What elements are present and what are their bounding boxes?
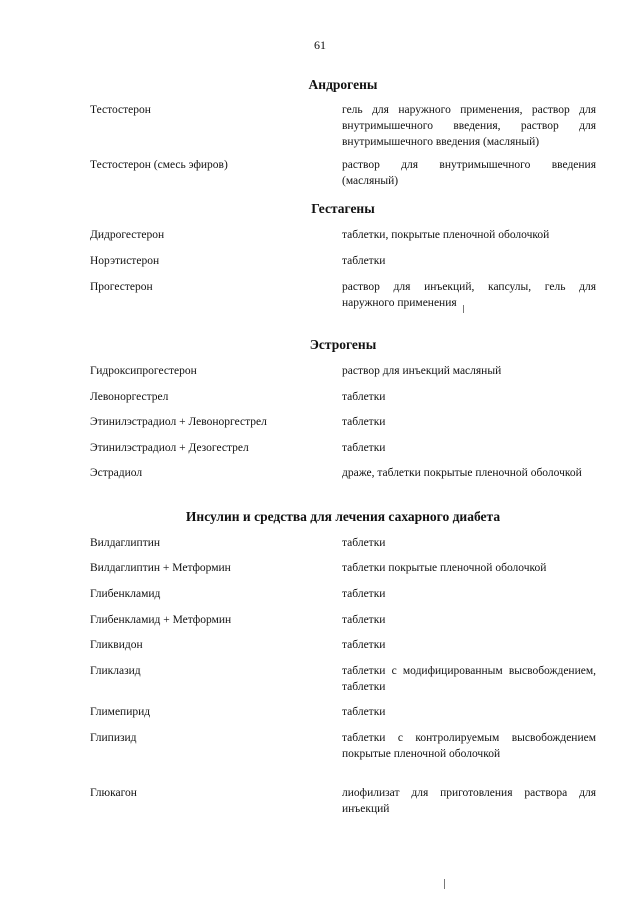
- drug-name: Глимепирид: [90, 706, 151, 718]
- drug-name: Глибенкламид: [90, 588, 161, 600]
- dosage-form: таблетки: [342, 442, 386, 454]
- dosage-form: таблетки: [342, 391, 386, 403]
- drug-name: Гидроксипрогестерон: [90, 365, 197, 377]
- dosage-form: таблетки, покрытые пленочной оболочкой: [342, 229, 550, 241]
- dosage-form: таблетки: [342, 614, 386, 626]
- drug-name: Глибенкламид + Метформин: [90, 614, 232, 626]
- drug-name: Левоноргестрел: [90, 391, 169, 403]
- scan-mark: [444, 879, 445, 889]
- section-heading-androgens: Андрогены: [308, 77, 378, 92]
- dosage-form: таблетки: [342, 639, 386, 651]
- drug-name: Дидрогестерон: [90, 229, 165, 241]
- drug-name: Глипизид: [90, 732, 137, 744]
- dosage-form: лиофилизат для приготовления раствора для инъекций: [342, 787, 596, 815]
- drug-name: Эстрадиол: [90, 467, 143, 479]
- drug-name: Норэтистерон: [90, 255, 160, 267]
- dosage-form: раствор для инъекций, капсулы, гель для наружного применения: [342, 281, 596, 309]
- page-number: 61: [314, 38, 326, 52]
- dosage-form: таблетки: [342, 255, 386, 267]
- dosage-form: таблетки с модифицированным высвобождением, таблетки: [342, 665, 596, 693]
- dosage-form: драже, таблетки покрытые пленочной оболочкой: [342, 467, 582, 479]
- drug-name: Вилдаглиптин: [90, 537, 161, 549]
- dosage-form: раствор для инъекций масляный: [342, 365, 502, 377]
- drug-name: Глюкагон: [90, 787, 137, 799]
- dosage-form: таблетки с контролируемым высвобождением покрытые пленочной оболочкой: [342, 732, 596, 760]
- drug-name: Гликлазид: [90, 665, 141, 677]
- scan-mark: [463, 305, 464, 313]
- section-heading-gestagens: Гестагены: [311, 201, 375, 216]
- dosage-form: гель для наружного применения, раствор для внутримышечного введения, раствор для внутримышечного введения (масляный): [342, 104, 596, 148]
- dosage-form: таблетки: [342, 416, 386, 428]
- drug-name: Этинилэстрадиол + Левоноргестрел: [90, 416, 267, 428]
- drug-name: Вилдаглиптин + Метформин: [90, 562, 231, 574]
- dosage-form: таблетки покрытые пленочной оболочкой: [342, 562, 547, 574]
- dosage-form: таблетки: [342, 588, 386, 600]
- dosage-form: раствор для внутримышечного введения (масляный): [342, 159, 596, 187]
- drug-name: Тестостерон: [90, 104, 151, 116]
- drug-name: Этинилэстрадиол + Дезогестрел: [90, 442, 249, 454]
- drug-name: Тестостерон (смесь эфиров): [90, 159, 228, 171]
- drug-name: Гликвидон: [90, 639, 143, 651]
- section-heading-insulin-diabetes: Инсулин и средства для лечения сахарного диабета: [185, 509, 501, 524]
- dosage-form: таблетки: [342, 706, 386, 718]
- drug-name: Прогестерон: [90, 281, 153, 293]
- section-heading-estrogens: Эстрогены: [309, 337, 377, 352]
- dosage-form: таблетки: [342, 537, 386, 549]
